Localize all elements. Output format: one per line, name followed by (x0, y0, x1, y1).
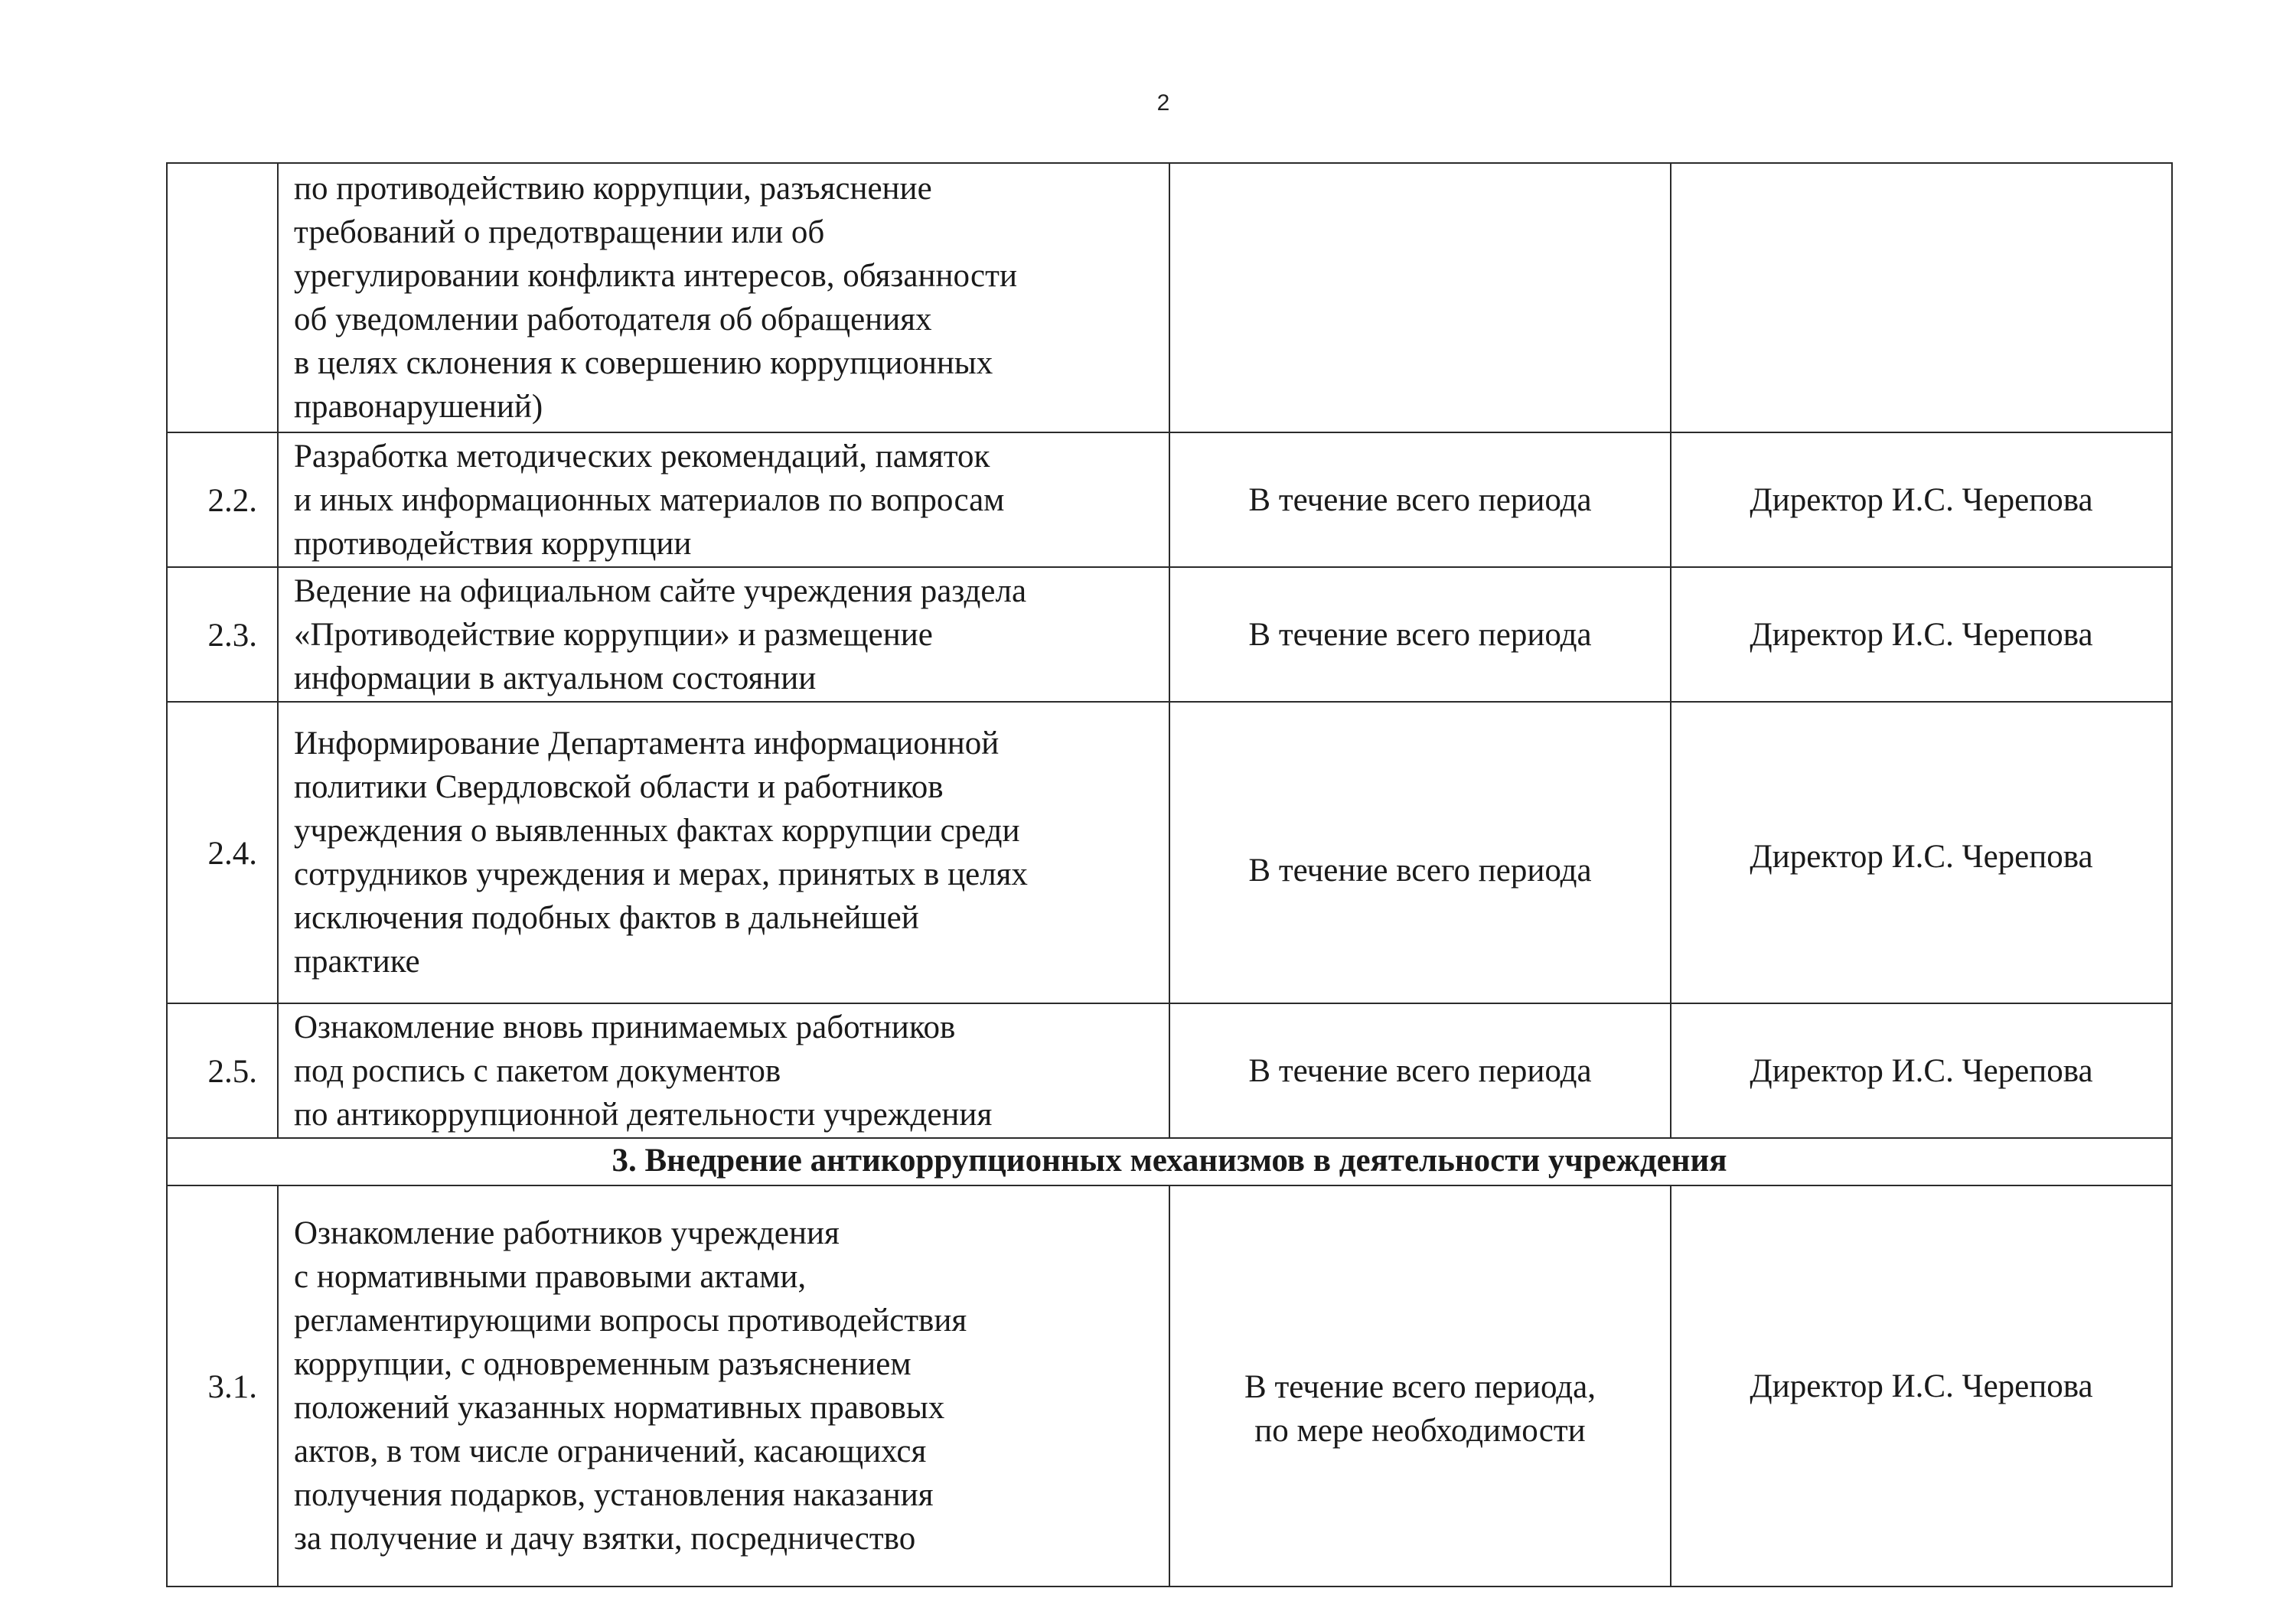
action-line: Разработка методических рекомендаций, памяток (294, 438, 990, 474)
action-cell (278, 432, 1169, 567)
term-line: В течение всего периода (1248, 481, 1592, 518)
action-line: правонарушений) (294, 389, 543, 425)
page-number: 2 (1156, 90, 1170, 116)
responsible-cell (1671, 163, 2172, 432)
action-line: политики Свердловской области и работников (294, 769, 944, 805)
term-cell (1169, 432, 1671, 567)
item-number-cell: 3.1. (167, 1185, 278, 1586)
section-heading: 3. Внедрение антикоррупционных механизмов в деятельности учреждения (167, 1138, 2172, 1185)
action-line: коррупции, с одновременным разъяснением (294, 1346, 912, 1382)
action-line: информации в актуальном состоянии (294, 660, 817, 696)
action-line: по противодействию коррупции, разъяснение (294, 171, 932, 207)
item-number-cell (167, 163, 278, 432)
action-line: об уведомлении работодателя об обращениях (294, 302, 932, 338)
term-line: В течение всего периода (1248, 616, 1592, 653)
term-cell (1169, 702, 1671, 1003)
action-line: под роспись с пакетом документов (294, 1052, 781, 1089)
action-line: за получение и дачу взятки, посредничество (294, 1521, 916, 1557)
term-cell (1169, 1185, 1671, 1586)
section-heading-row (167, 1138, 2172, 1185)
action-line: положений указанных нормативных правовых (294, 1390, 945, 1426)
responsible-cell: Директор И.С. Черепова (1671, 702, 2172, 1003)
item-number-cell: 2.5. (167, 1003, 278, 1138)
responsible-cell: Директор И.С. Черепова (1671, 432, 2172, 567)
table-row (167, 1185, 2172, 1586)
table-row (167, 432, 2172, 567)
action-line: учреждения о выявленных фактах коррупции среди (294, 813, 1020, 849)
anticorruption-plan-table (166, 162, 2173, 1587)
action-line: урегулировании конфликта интересов, обязанности (294, 258, 1017, 294)
responsible-cell: Директор И.С. Черепова (1671, 567, 2172, 702)
action-line: противодействия коррупции (294, 525, 692, 562)
action-line: сотрудников учреждения и мерах, принятых в целях (294, 856, 1028, 892)
action-cell (278, 1003, 1169, 1138)
action-line: исключения подобных фактов в дальнейшей (294, 900, 919, 936)
action-line: с нормативными правовыми актами, (294, 1259, 807, 1295)
action-line: Ознакомление работников учреждения (294, 1215, 840, 1251)
table-row (167, 1003, 2172, 1138)
responsible-cell: Директор И.С. Черепова (1671, 1003, 2172, 1138)
table-row (167, 163, 2172, 432)
action-line: практике (294, 944, 420, 980)
term-cell (1169, 163, 1671, 432)
action-line: «Противодействие коррупции» и размещение (294, 616, 933, 653)
responsible-cell: Директор И.С. Черепова (1671, 1185, 2172, 1586)
item-number-cell: 2.4. (167, 702, 278, 1003)
action-cell (278, 1185, 1169, 1586)
term-line: В течение всего периода (1248, 1052, 1592, 1089)
term-line: по мере необходимости (1254, 1413, 1586, 1449)
term-cell (1169, 1003, 1671, 1138)
term-cell (1169, 567, 1671, 702)
table-row (167, 702, 2172, 1003)
action-cell (278, 567, 1169, 702)
action-cell (278, 702, 1169, 1003)
term-line: В течение всего периода (1248, 852, 1592, 889)
action-line: получения подарков, установления наказания (294, 1477, 934, 1513)
action-line: Ведение на официальном сайте учреждения раздела (294, 572, 1027, 609)
action-line: регламентирующими вопросы противодействия (294, 1303, 967, 1339)
item-number-cell: 2.2. (167, 432, 278, 567)
action-line: по антикоррупционной деятельности учреждения (294, 1096, 993, 1133)
action-line: Информирование Департамента информационной (294, 726, 1000, 761)
action-line: в целях склонения к совершению коррупционных (294, 345, 993, 381)
action-cell (278, 163, 1169, 432)
action-line: требований о предотвращении или об (294, 214, 825, 250)
action-line: Ознакомление вновь принимаемых работников (294, 1009, 956, 1045)
item-number-cell: 2.3. (167, 567, 278, 702)
action-line: актов, в том числе ограничений, касающихся (294, 1433, 927, 1469)
action-line: и иных информационных материалов по вопросам (294, 481, 1005, 518)
term-line: В течение всего периода, (1244, 1369, 1596, 1405)
table-row (167, 567, 2172, 702)
